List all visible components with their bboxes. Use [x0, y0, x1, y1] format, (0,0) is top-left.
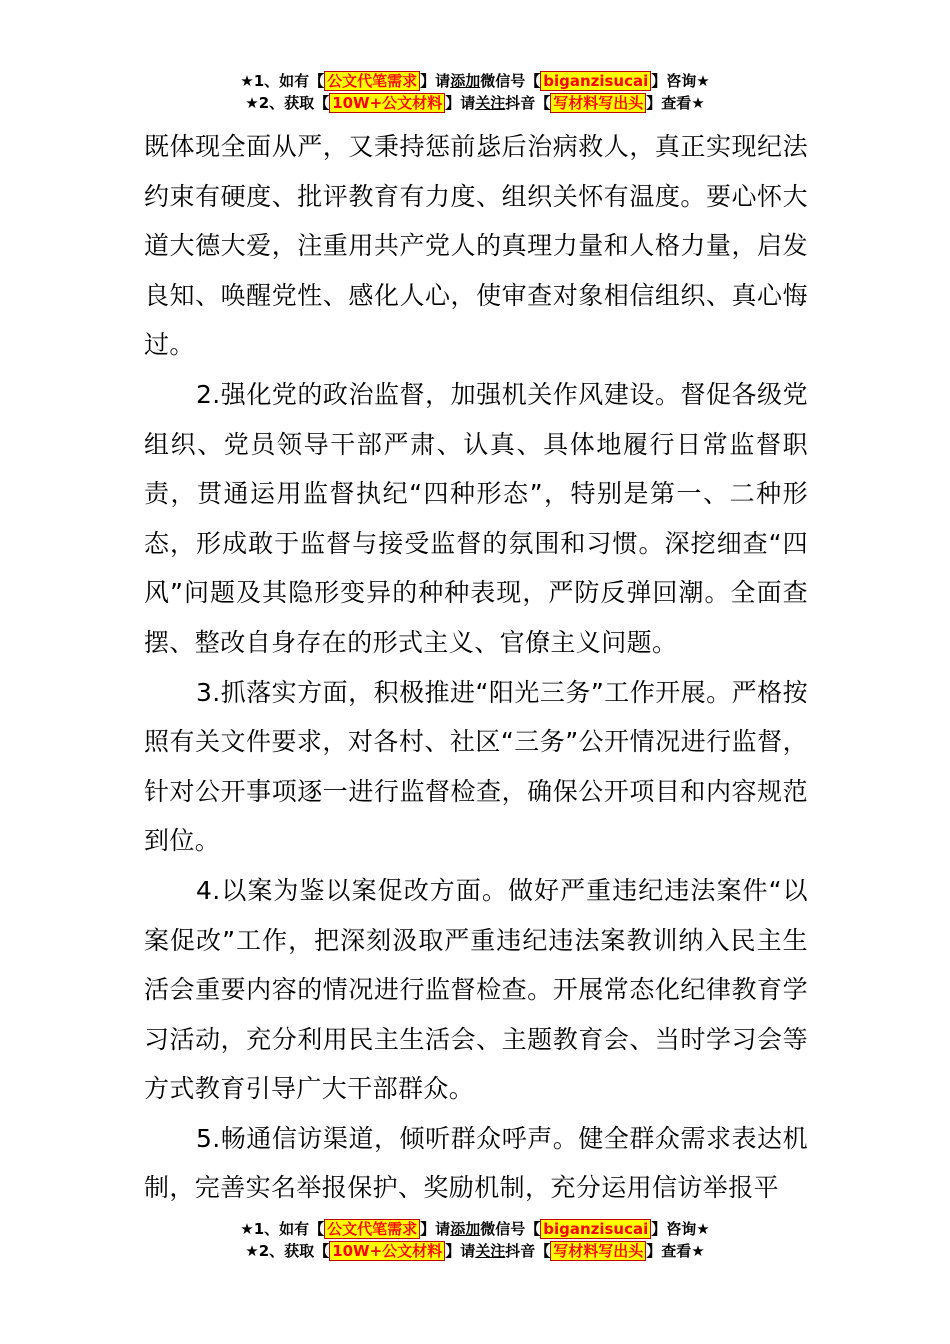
banner-text: 】查看★	[646, 94, 705, 112]
banner-line-2	[0, 1240, 950, 1262]
header-banner	[0, 70, 950, 114]
banner-text: ★2、获取【	[245, 1242, 330, 1260]
banner-highlight: 公文代笔需求	[324, 1219, 420, 1239]
banner-line-1	[0, 70, 950, 92]
banner-underline: 添加	[450, 1220, 481, 1238]
banner-text: ★1、如有【	[240, 1220, 325, 1238]
banner-underline: 添加	[450, 72, 481, 90]
paragraph-continued: 既体现全面从严，又秉持惩前毖后治病救人，真正实现纪法约束有硬度、批评教育有力度、组织关怀有温度。要心怀大道大德大爱，注重用共产党人的真理力量和人格力量，启发良知、唤醒党性、感化人心，使审查对象相信组织、真心悔过。	[144, 132, 808, 360]
banner-text: 】请	[420, 1220, 451, 1238]
banner-text: 】请	[420, 72, 451, 90]
banner-text: 】请	[445, 1242, 476, 1260]
banner-text: 抖音【	[505, 94, 551, 112]
banner-text: ★2、获取【	[245, 94, 330, 112]
banner-text: 微信号【	[480, 72, 541, 90]
paragraph-5: 5.畅通信访渠道，倾听群众呼声。健全群众需求表达机制，完善实名举报保护、奖励机制，充分运用信访举报平	[144, 1123, 808, 1203]
banner-text: 微信号【	[480, 1220, 541, 1238]
banner-highlight: 写材料写出头	[550, 1241, 646, 1261]
banner-line-1	[0, 1218, 950, 1240]
banner-highlight: 写材料写出头	[550, 93, 646, 113]
banner-line-2	[0, 92, 950, 114]
banner-text: 】查看★	[646, 1242, 705, 1260]
document-body	[144, 122, 808, 1213]
banner-highlight: 公文代笔需求	[324, 71, 420, 91]
banner-text: 】咨询★	[651, 72, 710, 90]
banner-highlight: biganzisucai	[540, 1219, 651, 1239]
banner-text: ★1、如有【	[240, 72, 325, 90]
banner-highlight: biganzisucai	[540, 71, 651, 91]
banner-highlight: 10W+公文材料	[329, 1241, 445, 1261]
banner-text: 抖音【	[505, 1242, 551, 1260]
paragraph-2: 2.强化党的政治监督，加强机关作风建设。督促各级党组织、党员领导干部严肃、认真、具体地履行日常监督职责，贯通运用监督执纪“四种形态”，特别是第一、二种形态，形成敢于监督与接受监督的氛围和习惯。深挖细查“四风”问题及其隐形变异的种种表现，严防反弹回潮。全面查摆、整改自身存在的形式主义、官僚主义问题。	[144, 379, 808, 657]
banner-text: 】咨询★	[651, 1220, 710, 1238]
footer-banner	[0, 1218, 950, 1262]
paragraph-3: 3.抓落实方面，积极推进“阳光三务”工作开展。严格按照有关文件要求，对各村、社区“三务”公开情况进行监督，针对公开事项逐一进行监督检查，确保公开项目和内容规范到位。	[144, 677, 808, 856]
paragraph-4: 4.以案为鉴以案促改方面。做好严重违纪违法案件“以案促改”工作，把深刻汲取严重违纪违法案教训纳入民主生活会重要内容的情况进行监督检查。开展常态化纪律教育学习活动，充分利用民主生活会、主题教育会、当时学习会等方式教育引导广大干部群众。	[144, 875, 808, 1104]
banner-text: 】请	[445, 94, 476, 112]
banner-highlight: 10W+公文材料	[329, 93, 445, 113]
banner-underline: 关注	[475, 1242, 506, 1260]
banner-underline: 关注	[475, 94, 506, 112]
